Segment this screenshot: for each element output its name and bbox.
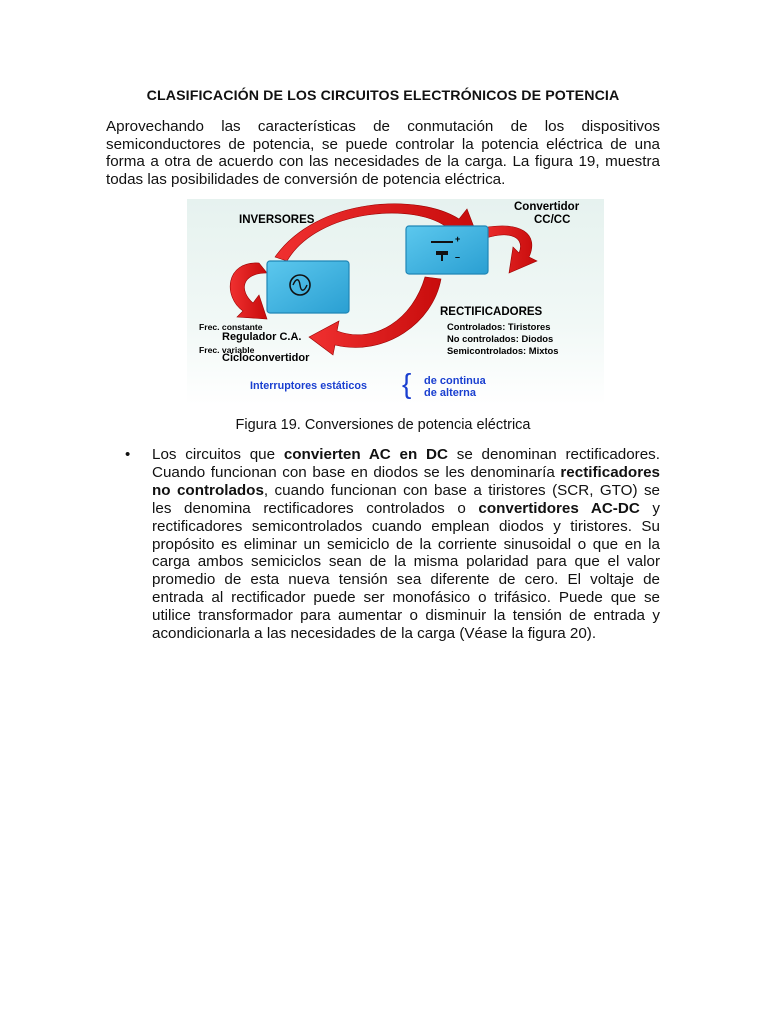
label-de-continua: de continua [424,375,486,387]
arrow-left-loop [230,263,267,319]
label-regulador: Regulador C.A. [222,331,302,343]
label-frec-constante: Frec. constante [199,322,263,332]
intro-paragraph: Aprovechando las características de conmutación de los dispositivos semiconductores de potencia, se puede controlar la potencia eléctrica de una forma a otra de acuerdo con las necesidades de la carga. La figura 19, muestra todas las posibilidades de conversión de potencia eléctrica. [106,118,660,188]
bullet-bold-1: convierten AC en DC [283,446,448,463]
rect-item-controlados: Controlados: Tiristores [447,321,551,332]
label-convertidor-2: CC/CC [534,214,571,226]
page-title: CLASIFICACIÓN DE LOS CIRCUITOS ELECTRÓNICOS DE POTENCIA [146,88,620,104]
conversion-diagram [187,199,604,405]
bullet-text-2: se denominan rectificadores. Cuando funcionan con base en diodos se les denominaría [152,446,660,481]
bullet-paragraph [152,446,660,643]
bullet-bold-2: rectificadores no controlados [152,463,660,499]
battery-plus-sign: + [455,234,461,244]
label-de-alterna: de alterna [424,387,476,399]
ac-box [267,261,349,313]
battery-negative-plate [436,251,448,255]
label-convertidor-1: Convertidor [514,201,580,213]
figure-caption: Figura 19. Conversiones de potencia eléctrica [235,417,531,433]
label-frec-variable: Frec. variable [199,345,255,355]
battery-minus-sign: – [455,252,461,262]
rect-item-semicontrolados: Semicontrolados: Mixtos [447,345,559,356]
bullet-icon: • [125,446,131,463]
label-cicloconvertidor: Cicloconvertidor [222,352,310,364]
label-rectificadores: RECTIFICADORES [440,306,543,318]
label-interruptores: Interruptores estáticos [250,380,367,392]
brace-icon: { [402,368,412,399]
dc-box [406,226,488,274]
figure-19 [187,199,604,405]
bullet-bold-3: convertidores AC-DC [478,499,640,517]
bullet-text-4: y rectificadores semicontrolados cuando emplean diodos y tiristores. Su propósito es eliminar un semiciclo de la corriente sinusoidal o que en la carga ambos semiciclos sean de la misma polaridad para que el valor promedio de esta nueva tensión sea diferente de cero. El voltaje de entrada al rectificador puede ser monofásico o trifásico. Puede que se utilice transformador para aumentar o disminuir la tensión de entrada y acondicionarla a las necesidades de la carga (Véase la figura 20). [152,499,660,643]
bullet-text-3: , cuando funcionan con base a tiristores (SCR, GTO) se les denomina rectificadores controlados o [152,481,660,517]
label-inversores: INVERSORES [239,214,315,226]
rect-item-no-controlados: No controlados: Diodos [447,333,554,344]
bullet-text-1: Los circuitos que [152,446,284,463]
